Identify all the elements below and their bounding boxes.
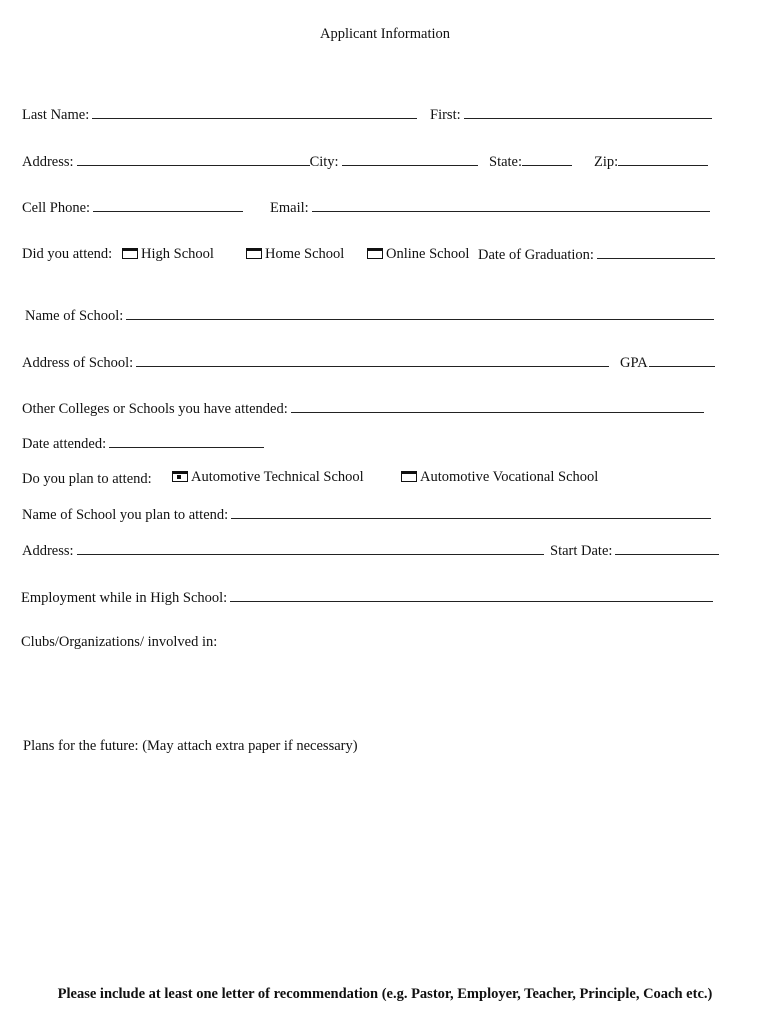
auto-vocational-option[interactable] bbox=[401, 469, 598, 486]
auto-vocational-checkbox[interactable] bbox=[401, 471, 417, 482]
start-date-field[interactable] bbox=[615, 542, 719, 555]
employment-field[interactable] bbox=[230, 589, 713, 602]
zip-field[interactable] bbox=[618, 153, 708, 166]
first-name-row bbox=[430, 106, 712, 124]
date-attended-field[interactable] bbox=[109, 435, 264, 448]
zip-row bbox=[594, 153, 708, 171]
other-colleges-label: Other Colleges or Schools you have attended: bbox=[22, 401, 288, 417]
high-school-label: High School bbox=[141, 246, 214, 262]
auto-technical-label: Automotive Technical School bbox=[191, 469, 364, 485]
high-school-checkbox[interactable] bbox=[122, 248, 138, 259]
email-field[interactable] bbox=[312, 199, 710, 212]
city-label: City: bbox=[309, 154, 339, 170]
graduation-date-field[interactable] bbox=[597, 246, 715, 259]
last-name-field[interactable] bbox=[92, 106, 417, 119]
cell-phone-label: Cell Phone: bbox=[22, 200, 91, 216]
gpa-label: GPA bbox=[620, 355, 648, 371]
start-date-label: Start Date: bbox=[550, 543, 613, 559]
home-school-option[interactable] bbox=[246, 246, 344, 263]
plan-to-attend-label: Do you plan to attend: bbox=[22, 471, 152, 487]
auto-technical-checkbox[interactable] bbox=[172, 471, 188, 482]
cell-phone-field[interactable] bbox=[93, 199, 243, 212]
plan-address-label: Address: bbox=[22, 543, 74, 559]
address-row bbox=[22, 153, 478, 171]
employment-label: Employment while in High School: bbox=[21, 590, 228, 606]
online-school-option[interactable] bbox=[367, 246, 469, 263]
first-name-field[interactable] bbox=[464, 106, 712, 119]
cell-phone-row bbox=[22, 199, 243, 217]
email-label: Email: bbox=[270, 200, 309, 216]
name-of-school-row bbox=[25, 307, 714, 325]
first-name-label: First: bbox=[430, 107, 461, 123]
auto-vocational-label: Automotive Vocational School bbox=[420, 469, 599, 485]
date-attended-label: Date attended: bbox=[22, 436, 107, 452]
home-school-checkbox[interactable] bbox=[246, 248, 262, 259]
online-school-checkbox[interactable] bbox=[367, 248, 383, 259]
start-date-row bbox=[550, 542, 719, 560]
address-of-school-field[interactable] bbox=[136, 354, 609, 367]
address-of-school-label: Address of School: bbox=[22, 355, 134, 371]
email-row bbox=[270, 199, 710, 217]
name-of-school-field[interactable] bbox=[126, 307, 714, 320]
plan-school-label: Name of School you plan to attend: bbox=[22, 507, 229, 523]
zip-label: Zip: bbox=[594, 154, 619, 170]
address-label: Address: bbox=[22, 154, 74, 170]
state-field[interactable] bbox=[522, 153, 572, 166]
online-school-label: Online School bbox=[386, 246, 470, 262]
clubs-label: Clubs/Organizations/ involved in: bbox=[21, 634, 218, 650]
graduation-date-row bbox=[478, 246, 715, 264]
state-row bbox=[489, 153, 572, 171]
city-field[interactable] bbox=[342, 153, 478, 166]
name-of-school-label: Name of School: bbox=[25, 308, 124, 324]
did-you-attend-label: Did you attend: bbox=[22, 246, 113, 262]
last-name-label: Last Name: bbox=[22, 107, 90, 123]
gpa-row bbox=[620, 354, 715, 372]
plans-label: Plans for the future: (May attach extra paper if necessary) bbox=[23, 738, 358, 754]
recommendation-note: Please include at least one letter of recommendation (e.g. Pastor, Employer, Teacher, Principle, Coach etc.) bbox=[57, 986, 713, 1002]
plan-address-field[interactable] bbox=[77, 542, 544, 555]
page-title: Applicant Information bbox=[319, 26, 451, 42]
clubs-answer-area[interactable] bbox=[21, 656, 721, 726]
date-attended-row bbox=[22, 435, 264, 453]
plan-school-field[interactable] bbox=[231, 506, 711, 519]
other-colleges-row bbox=[22, 400, 704, 418]
plans-answer-area[interactable] bbox=[23, 762, 723, 962]
auto-technical-option[interactable] bbox=[172, 469, 364, 486]
home-school-label: Home School bbox=[265, 246, 345, 262]
address-field[interactable] bbox=[77, 153, 310, 166]
last-name-row bbox=[22, 106, 417, 124]
graduation-date-label: Date of Graduation: bbox=[478, 247, 594, 263]
gpa-field[interactable] bbox=[649, 354, 715, 367]
employment-row bbox=[21, 589, 713, 607]
high-school-option[interactable] bbox=[122, 246, 214, 263]
state-label: State: bbox=[489, 154, 523, 170]
plan-address-row bbox=[22, 542, 544, 560]
other-colleges-field[interactable] bbox=[291, 400, 704, 413]
address-of-school-row bbox=[22, 354, 609, 372]
plan-school-row bbox=[22, 506, 711, 524]
